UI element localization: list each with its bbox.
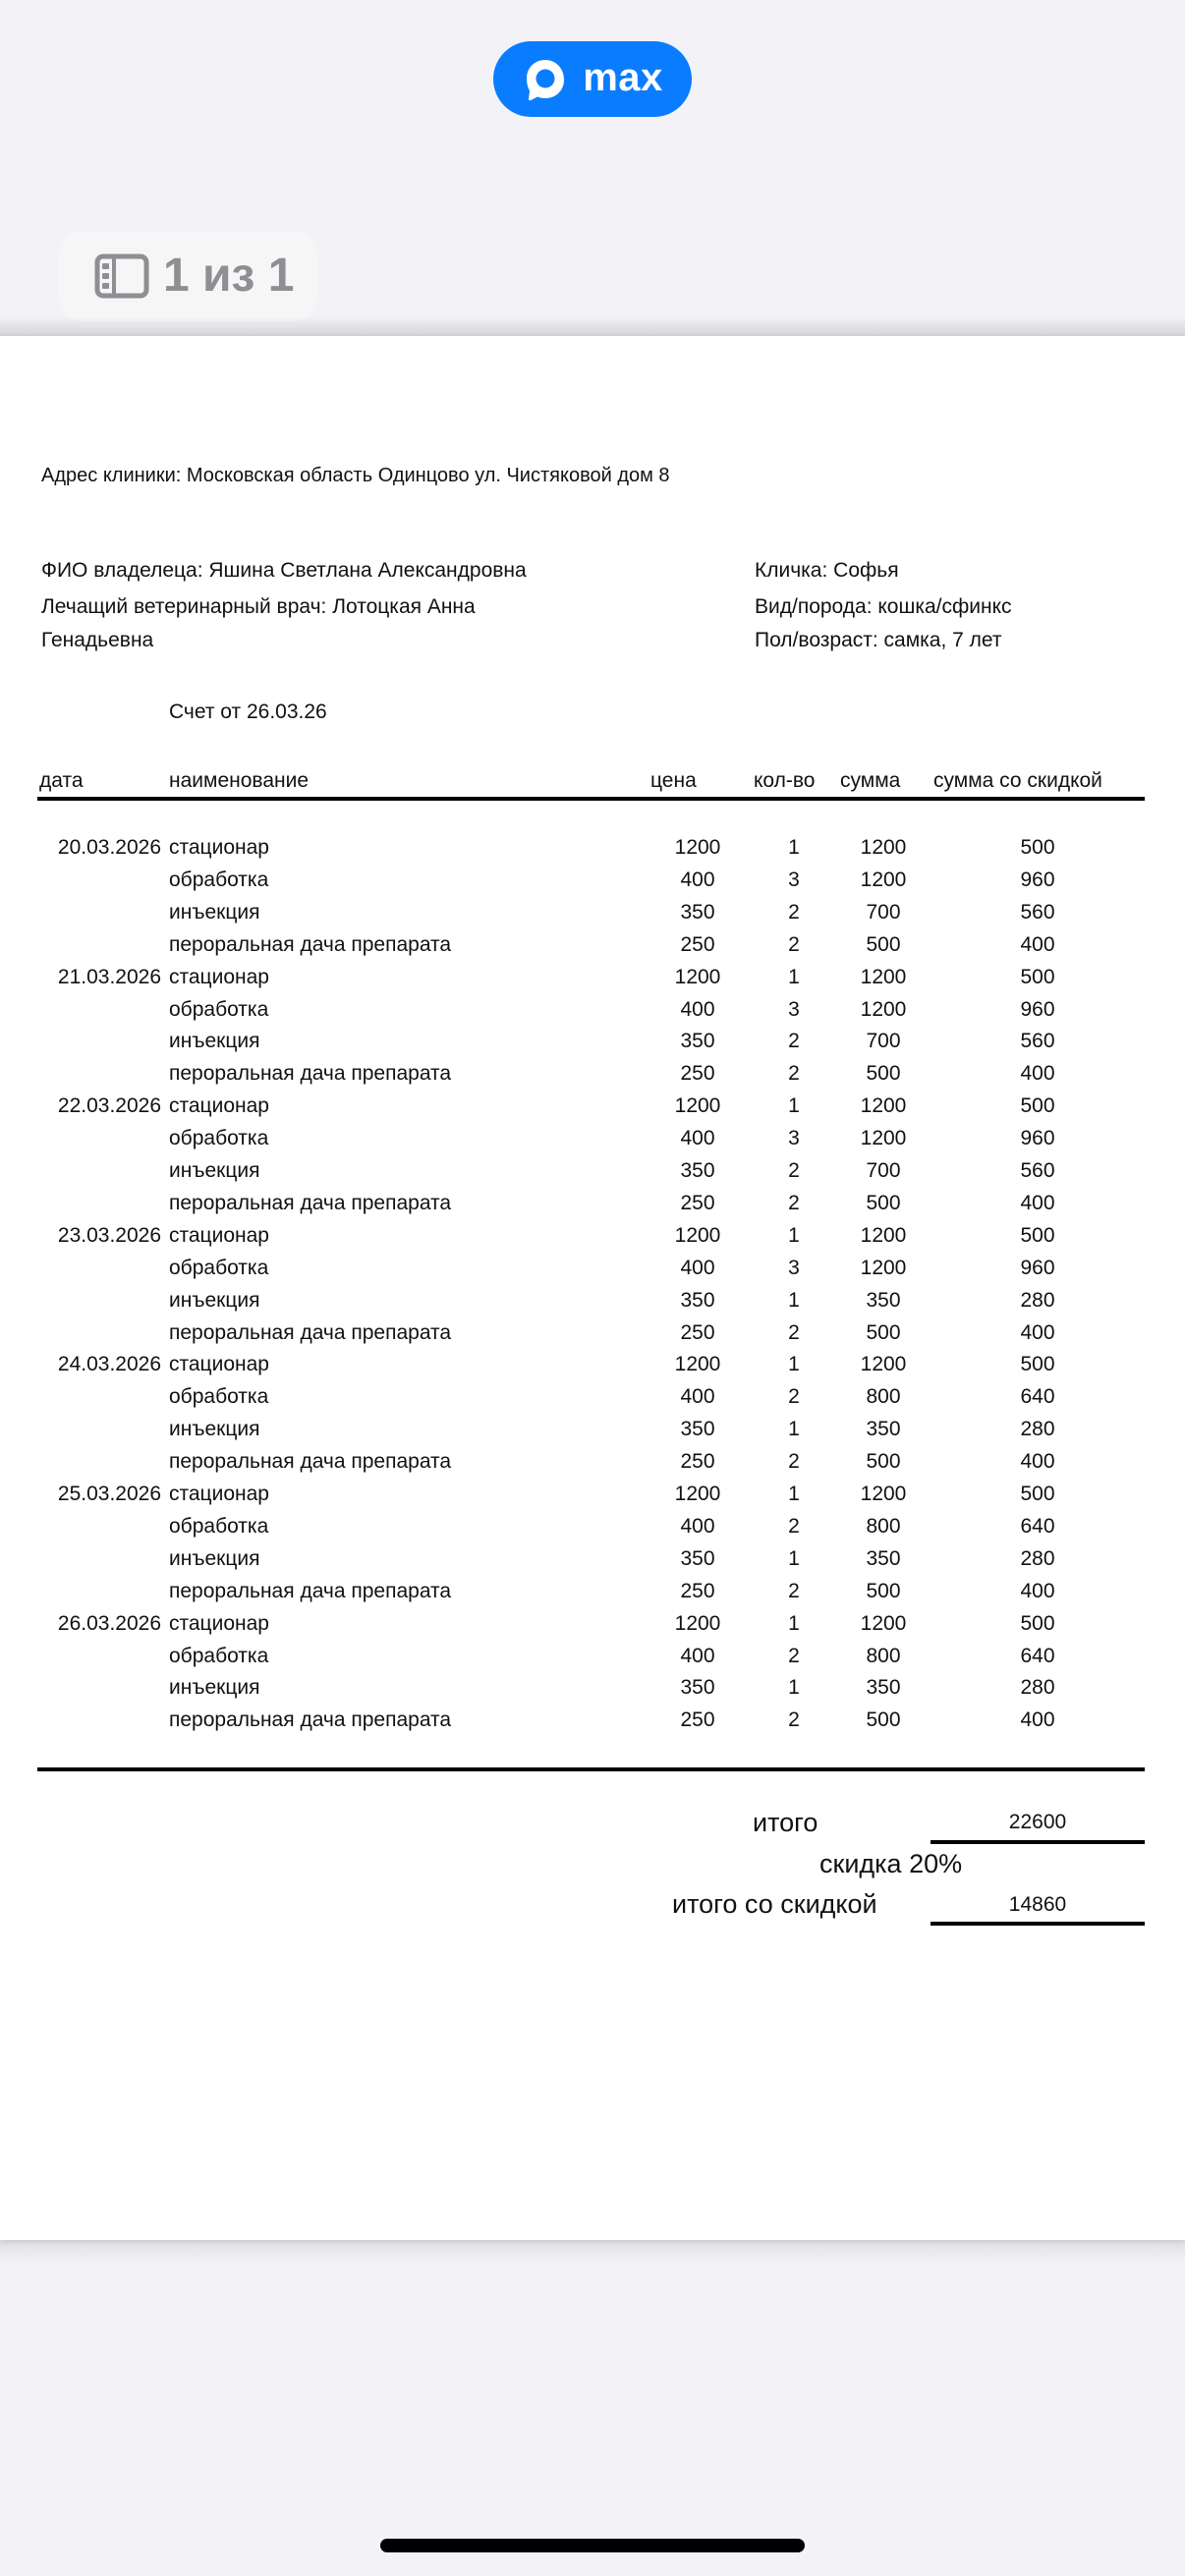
cell-discounted-sum: 500: [1020, 1483, 1055, 1505]
table-row: [0, 1384, 1185, 1417]
cell-service-name: пероральная дача препарата: [169, 1450, 452, 1474]
cell-sum: 500: [866, 1191, 901, 1214]
cell-sum: 1200: [860, 1094, 907, 1118]
cell-quantity: 3: [788, 1256, 800, 1279]
table-row: [0, 1320, 1185, 1353]
cell-quantity: 2: [788, 1062, 800, 1086]
cell-price: 250: [680, 1579, 715, 1602]
column-header-name: наименование: [169, 769, 310, 792]
cell-sum: 1200: [860, 1223, 907, 1247]
cell-date: 26.03.2026: [57, 1611, 161, 1635]
cell-service-name: инъекция: [169, 1546, 260, 1570]
cell-price: 350: [680, 1418, 715, 1441]
doctor-name-line1: Лечащий ветеринарный врач: Лотоцкая Анна: [41, 595, 476, 618]
table-row: [0, 1644, 1185, 1676]
cell-discounted-sum: 280: [1020, 1546, 1055, 1570]
table-row: [0, 1256, 1185, 1288]
cell-price: 1200: [674, 1353, 721, 1376]
column-header-date: дата: [39, 769, 84, 792]
cell-service-name: инъекция: [169, 1159, 260, 1182]
cell-sum: 350: [866, 1546, 901, 1570]
cell-sum: 1200: [860, 965, 907, 988]
document-page[interactable]: [0, 336, 1185, 2240]
cell-price: 400: [680, 1127, 715, 1150]
cell-sum: 350: [866, 1676, 901, 1700]
table-row: [0, 1579, 1185, 1611]
table-bottom-rule: [37, 1767, 1145, 1771]
cell-service-name: стационар: [169, 1223, 269, 1247]
discounted-total-value: 14860: [1008, 1893, 1067, 1916]
cell-discounted-sum: 960: [1020, 1127, 1055, 1150]
table-row: [0, 868, 1185, 900]
cell-price: 1200: [674, 836, 721, 859]
cell-discounted-sum: 280: [1020, 1676, 1055, 1700]
cell-discounted-sum: 280: [1020, 1288, 1055, 1312]
table-row: [0, 1546, 1185, 1579]
table-row: [0, 1126, 1185, 1158]
cell-discounted-sum: 560: [1020, 1159, 1055, 1182]
cell-service-name: обработка: [169, 868, 269, 891]
table-row: [0, 1288, 1185, 1320]
cell-quantity: 1: [788, 1483, 800, 1505]
cell-service-name: стационар: [169, 965, 269, 988]
table-row: [0, 1061, 1185, 1093]
cell-sum: 500: [866, 1320, 901, 1344]
table-header-rule: [37, 797, 1145, 801]
cell-discounted-sum: 400: [1020, 1579, 1055, 1602]
cell-sum: 500: [866, 1708, 901, 1732]
cell-sum: 500: [866, 932, 901, 956]
doctor-name-line2: Генадьевна: [41, 629, 154, 651]
cell-price: 250: [680, 1708, 715, 1732]
cell-service-name: инъекция: [169, 1030, 260, 1053]
cell-service-name: пероральная дача препарата: [169, 932, 452, 956]
cell-service-name: пероральная дача препарата: [169, 1579, 452, 1602]
cell-sum: 500: [866, 1579, 901, 1602]
cell-discounted-sum: 960: [1020, 1256, 1055, 1279]
discounted-total-underline: [931, 1922, 1145, 1926]
cell-price: 1200: [674, 1611, 721, 1635]
table-row: [0, 1675, 1185, 1708]
table-row: [0, 1611, 1185, 1644]
cell-date: 21.03.2026: [57, 965, 161, 988]
cell-quantity: 1: [788, 1223, 800, 1247]
cell-sum: 1200: [860, 1127, 907, 1150]
cell-sum: 700: [866, 1159, 901, 1182]
cell-quantity: 2: [788, 1514, 800, 1538]
cell-date: 22.03.2026: [57, 1094, 161, 1118]
cell-service-name: стационар: [169, 1483, 269, 1505]
cell-service-name: обработка: [169, 997, 269, 1021]
cell-service-name: обработка: [169, 1256, 269, 1279]
cell-quantity: 1: [788, 1611, 800, 1635]
home-indicator[interactable]: [380, 2539, 805, 2552]
total-underline: [931, 1840, 1145, 1844]
cell-price: 400: [680, 868, 715, 891]
cell-date: 20.03.2026: [57, 836, 161, 859]
table-row: [0, 1352, 1185, 1384]
cell-quantity: 1: [788, 836, 800, 859]
owner-name: ФИО владелеца: Яшина Светлана Александровна: [41, 559, 527, 582]
cell-quantity: 3: [788, 997, 800, 1021]
cell-discounted-sum: 500: [1020, 965, 1055, 988]
cell-service-name: обработка: [169, 1514, 269, 1538]
cell-discounted-sum: 500: [1020, 836, 1055, 859]
page-bottom-shadow: [0, 2240, 1185, 2264]
cell-price: 400: [680, 1385, 715, 1409]
cell-price: 350: [680, 1546, 715, 1570]
table-row: [0, 900, 1185, 932]
cell-discounted-sum: 400: [1020, 1191, 1055, 1214]
cell-sum: 1200: [860, 997, 907, 1021]
cell-sum: 800: [866, 1644, 901, 1667]
cell-discounted-sum: 500: [1020, 1611, 1055, 1635]
cell-sum: 500: [866, 1450, 901, 1474]
table-row: [0, 1158, 1185, 1191]
discount-label: скидка 20%: [819, 1849, 963, 1878]
column-header-discounted-sum: сумма со скидкой: [933, 769, 1102, 792]
cell-price: 250: [680, 1320, 715, 1344]
cell-service-name: инъекция: [169, 1418, 260, 1441]
max-logo-icon: [522, 56, 569, 103]
cell-sum: 800: [866, 1514, 901, 1538]
cell-quantity: 2: [788, 1030, 800, 1053]
column-header-price: цена: [650, 769, 697, 792]
cell-service-name: стационар: [169, 836, 269, 859]
table-row: [0, 1482, 1185, 1514]
cell-quantity: 1: [788, 1546, 800, 1570]
cell-discounted-sum: 640: [1020, 1644, 1055, 1667]
cell-discounted-sum: 500: [1020, 1353, 1055, 1376]
table-row: [0, 997, 1185, 1030]
cell-price: 1200: [674, 1483, 721, 1505]
cell-service-name: стационар: [169, 1353, 269, 1376]
cell-sum: 1200: [860, 1611, 907, 1635]
table-row: [0, 1417, 1185, 1449]
cell-sum: 1200: [860, 836, 907, 859]
cell-discounted-sum: 400: [1020, 1062, 1055, 1086]
cell-discounted-sum: 400: [1020, 1708, 1055, 1732]
cell-sum: 350: [866, 1418, 901, 1441]
column-header-sum: сумма: [840, 769, 901, 792]
cell-discounted-sum: 960: [1020, 997, 1055, 1021]
cell-price: 350: [680, 1676, 715, 1700]
cell-price: 1200: [674, 1223, 721, 1247]
page-counter-text: 1 из 1: [163, 250, 295, 302]
cell-service-name: пероральная дача препарата: [169, 1191, 452, 1214]
clinic-address: Адрес клиники: Московская область Одинцово ул. Чистяковой дом 8: [41, 465, 670, 486]
cell-price: 400: [680, 1514, 715, 1538]
column-header-qty: кол-во: [754, 769, 816, 792]
cell-quantity: 1: [788, 1676, 800, 1700]
max-app-button[interactable]: [493, 41, 692, 117]
cell-price: 400: [680, 1644, 715, 1667]
cell-price: 250: [680, 1450, 715, 1474]
cell-discounted-sum: 640: [1020, 1514, 1055, 1538]
cell-service-name: инъекция: [169, 1288, 260, 1312]
cell-quantity: 1: [788, 1094, 800, 1118]
cell-discounted-sum: 500: [1020, 1223, 1055, 1247]
cell-discounted-sum: 960: [1020, 868, 1055, 891]
cell-sum: 1200: [860, 1353, 907, 1376]
cell-discounted-sum: 640: [1020, 1385, 1055, 1409]
cell-discounted-sum: 280: [1020, 1418, 1055, 1441]
page-top-shadow: [0, 316, 1185, 336]
brand-name: max: [583, 55, 663, 99]
cell-date: 25.03.2026: [57, 1483, 161, 1505]
cell-price: 350: [680, 1030, 715, 1053]
cell-quantity: 2: [788, 1708, 800, 1732]
cell-service-name: обработка: [169, 1385, 269, 1409]
cell-sum: 700: [866, 900, 901, 924]
cell-price: 400: [680, 1256, 715, 1279]
cell-sum: 1200: [860, 1256, 907, 1279]
discounted-total-label: итого со скидкой: [672, 1889, 877, 1919]
cell-service-name: пероральная дача препарата: [169, 1062, 452, 1086]
cell-quantity: 2: [788, 1644, 800, 1667]
total-label: итого: [753, 1808, 818, 1837]
cell-discounted-sum: 560: [1020, 900, 1055, 924]
cell-quantity: 1: [788, 1353, 800, 1376]
cell-quantity: 2: [788, 900, 800, 924]
cell-price: 1200: [674, 1094, 721, 1118]
total-value: 22600: [1008, 1811, 1067, 1833]
cell-quantity: 1: [788, 1418, 800, 1441]
cell-discounted-sum: 500: [1020, 1094, 1055, 1118]
cell-price: 250: [680, 1062, 715, 1086]
cell-quantity: 1: [788, 965, 800, 988]
cell-quantity: 2: [788, 1579, 800, 1602]
cell-sum: 700: [866, 1030, 901, 1053]
table-row: [0, 1191, 1185, 1223]
cell-price: 1200: [674, 965, 721, 988]
cell-quantity: 2: [788, 1159, 800, 1182]
cell-sum: 350: [866, 1288, 901, 1312]
cell-service-name: пероральная дача препарата: [169, 1320, 452, 1344]
cell-quantity: 2: [788, 1320, 800, 1344]
cell-quantity: 2: [788, 1385, 800, 1409]
cell-date: 24.03.2026: [57, 1353, 161, 1376]
cell-quantity: 2: [788, 932, 800, 956]
cell-quantity: 1: [788, 1288, 800, 1312]
table-row: [0, 1223, 1185, 1256]
cell-discounted-sum: 400: [1020, 1320, 1055, 1344]
table-row: [0, 1093, 1185, 1126]
cell-discounted-sum: 400: [1020, 932, 1055, 956]
cell-quantity: 2: [788, 1191, 800, 1214]
cell-service-name: инъекция: [169, 1676, 260, 1700]
cell-quantity: 2: [788, 1450, 800, 1474]
cell-service-name: обработка: [169, 1127, 269, 1150]
pet-name: Кличка: Софья: [755, 559, 899, 582]
cell-service-name: обработка: [169, 1644, 269, 1667]
cell-sum: 1200: [860, 868, 907, 891]
cell-price: 400: [680, 997, 715, 1021]
cell-price: 350: [680, 900, 715, 924]
cell-sum: 800: [866, 1385, 901, 1409]
cell-sum: 1200: [860, 1483, 907, 1505]
cell-service-name: стационар: [169, 1611, 269, 1635]
pet-species: Вид/порода: кошка/сфинкс: [755, 595, 1012, 618]
cell-price: 250: [680, 932, 715, 956]
sidebar-pages-icon: [94, 253, 149, 299]
invoice-title: Счет от 26.03.26: [169, 700, 327, 723]
table-row: [0, 965, 1185, 997]
cell-service-name: пероральная дача препарата: [169, 1708, 452, 1732]
cell-service-name: стационар: [169, 1094, 269, 1118]
cell-discounted-sum: 400: [1020, 1450, 1055, 1474]
table-row: [0, 835, 1185, 868]
cell-quantity: 3: [788, 1127, 800, 1150]
cell-price: 350: [680, 1288, 715, 1312]
cell-quantity: 3: [788, 868, 800, 891]
table-row: [0, 1708, 1185, 1740]
cell-price: 250: [680, 1191, 715, 1214]
table-row: [0, 1514, 1185, 1546]
cell-sum: 500: [866, 1062, 901, 1086]
cell-date: 23.03.2026: [57, 1223, 161, 1247]
cell-price: 350: [680, 1159, 715, 1182]
cell-service-name: инъекция: [169, 900, 260, 924]
pet-sex-age: Пол/возраст: самка, 7 лет: [755, 629, 1002, 651]
table-row: [0, 1449, 1185, 1482]
table-row: [0, 1029, 1185, 1061]
page-counter-chip[interactable]: [59, 231, 317, 321]
cell-discounted-sum: 560: [1020, 1030, 1055, 1053]
table-row: [0, 932, 1185, 965]
